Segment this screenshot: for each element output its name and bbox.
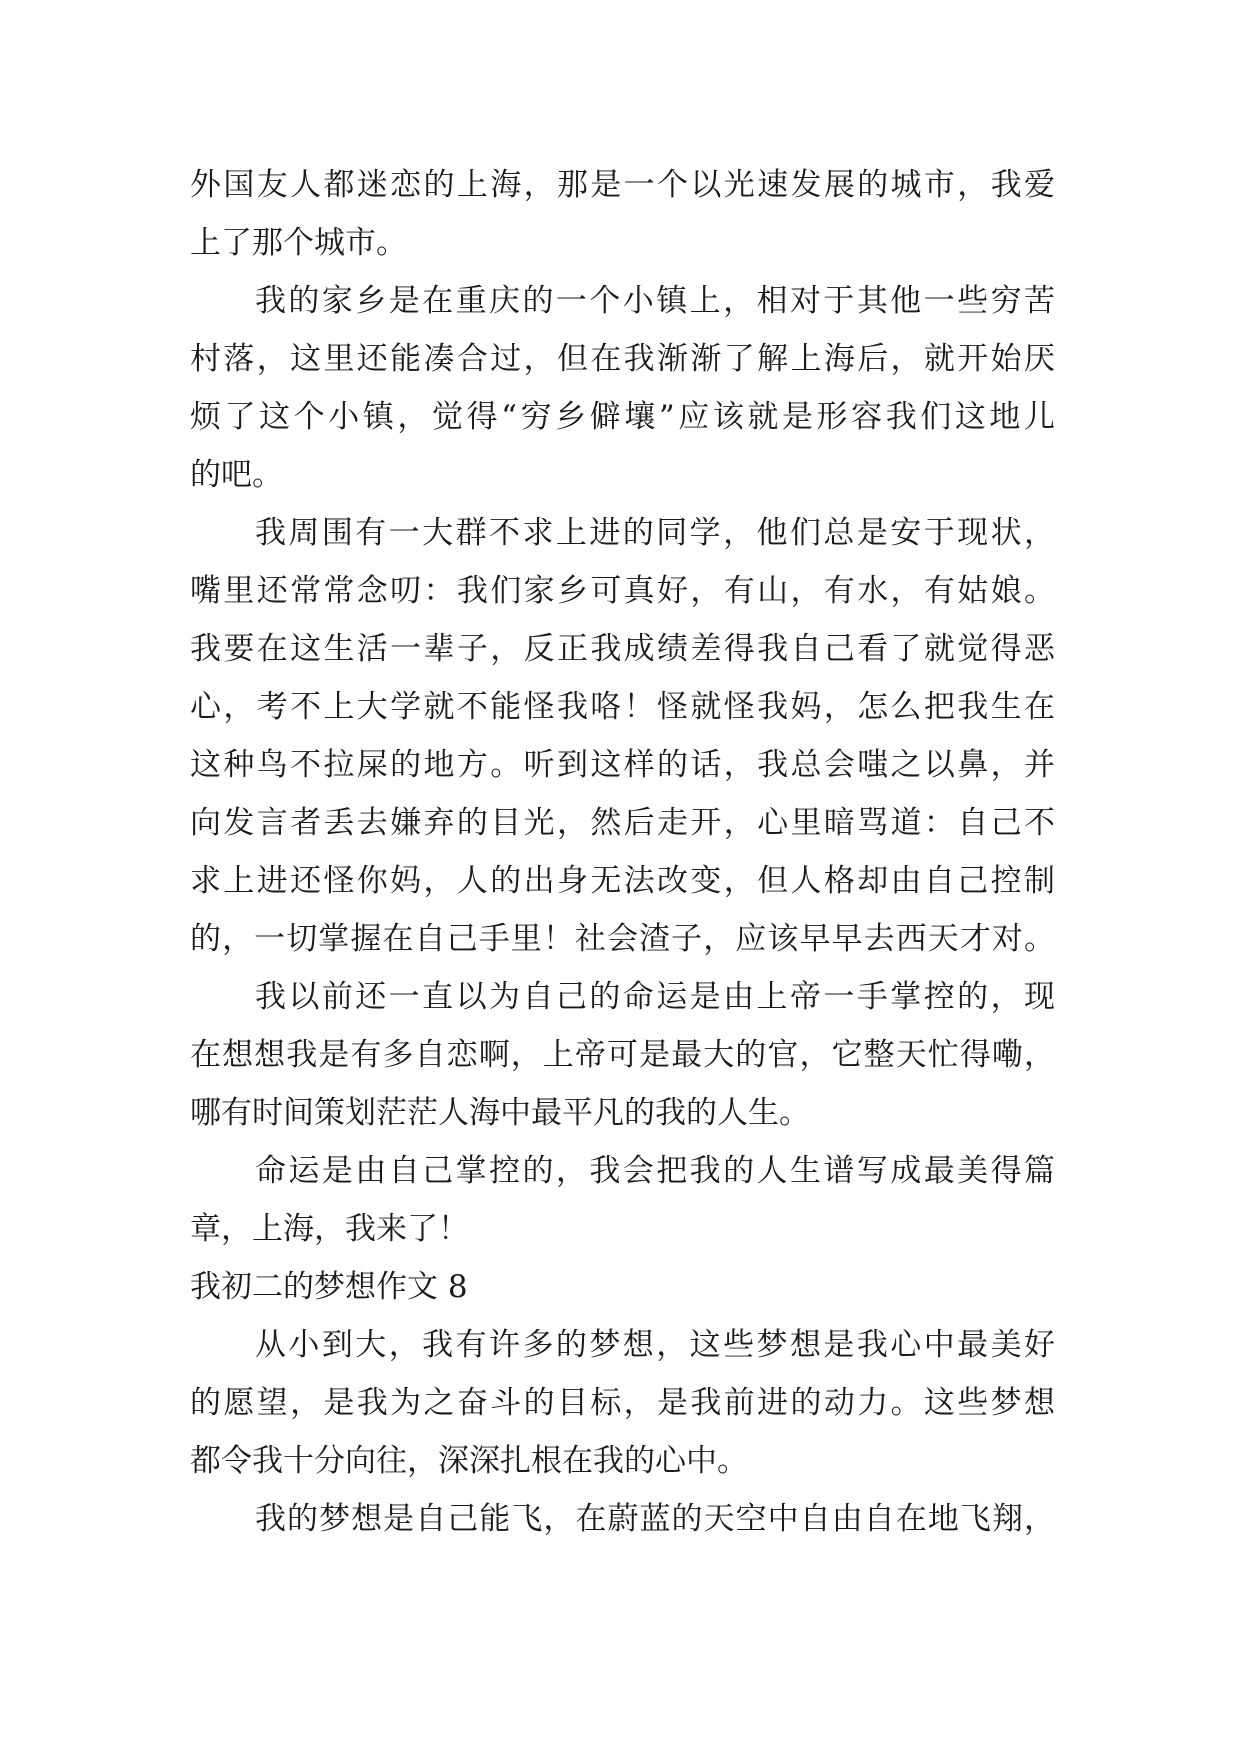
text-line: 命运是由自己掌控的，我会把我的人生谱写成最美得篇: [255, 1153, 1055, 1189]
text-line: 的吧。: [190, 457, 283, 493]
section-heading: 我初二的梦想作文 8: [190, 1269, 468, 1305]
text-line: 求上进还怪你妈，人的出身无法改变，但人格却由自己控制: [190, 863, 1055, 899]
text-line: 哪有时间策划茫茫人海中最平凡的我的人生。: [190, 1095, 810, 1131]
text-line: 烦了这个小镇，觉得“穷乡僻壤”应该就是形容我们这地儿: [190, 399, 1055, 435]
text-line: 向发言者丢去嫌弃的目光，然后走开，心里暗骂道：自己不: [190, 805, 1055, 841]
text-line: 上了那个城市。: [190, 225, 407, 261]
text-line: 嘴里还常常念叨：我们家乡可真好，有山，有水，有姑娘。: [190, 573, 1055, 609]
text-line: 我的梦想是自己能飞，在蔚蓝的天空中自由自在地飞翔，: [255, 1501, 1055, 1537]
text-line: 我的家乡是在重庆的一个小镇上，相对于其他一些穷苦: [255, 283, 1055, 319]
text-line: 心，考不上大学就不能怪我咯！怪就怪我妈，怎么把我生在: [190, 689, 1055, 725]
text-line: 在想想我是有多自恋啊，上帝可是最大的官，它整天忙得嘞，: [190, 1037, 1055, 1073]
text-line: 这种鸟不拉屎的地方。听到这样的话，我总会嗤之以鼻，并: [190, 747, 1055, 783]
text-line: 的愿望，是我为之奋斗的目标，是我前进的动力。这些梦想: [190, 1385, 1055, 1421]
text-line: 我以前还一直以为自己的命运是由上帝一手掌控的，现: [255, 979, 1055, 1015]
text-line: 我周围有一大群不求上进的同学，他们总是安于现状，: [255, 515, 1055, 551]
text-line: 村落，这里还能凑合过，但在我渐渐了解上海后，就开始厌: [190, 341, 1055, 377]
text-line: 都令我十分向往，深深扎根在我的心中。: [190, 1443, 748, 1479]
text-line: 从小到大，我有许多的梦想，这些梦想是我心中最美好: [255, 1327, 1055, 1363]
text-line: 外国友人都迷恋的上海，那是一个以光速发展的城市，我爱: [190, 167, 1055, 203]
text-line: 的，一切掌握在自己手里！社会渣子，应该早早去西天才对。: [190, 921, 1055, 957]
text-line: 章，上海，我来了！: [190, 1211, 469, 1247]
text-line: 我要在这生活一辈子，反正我成绩差得我自己看了就觉得恶: [190, 631, 1055, 667]
